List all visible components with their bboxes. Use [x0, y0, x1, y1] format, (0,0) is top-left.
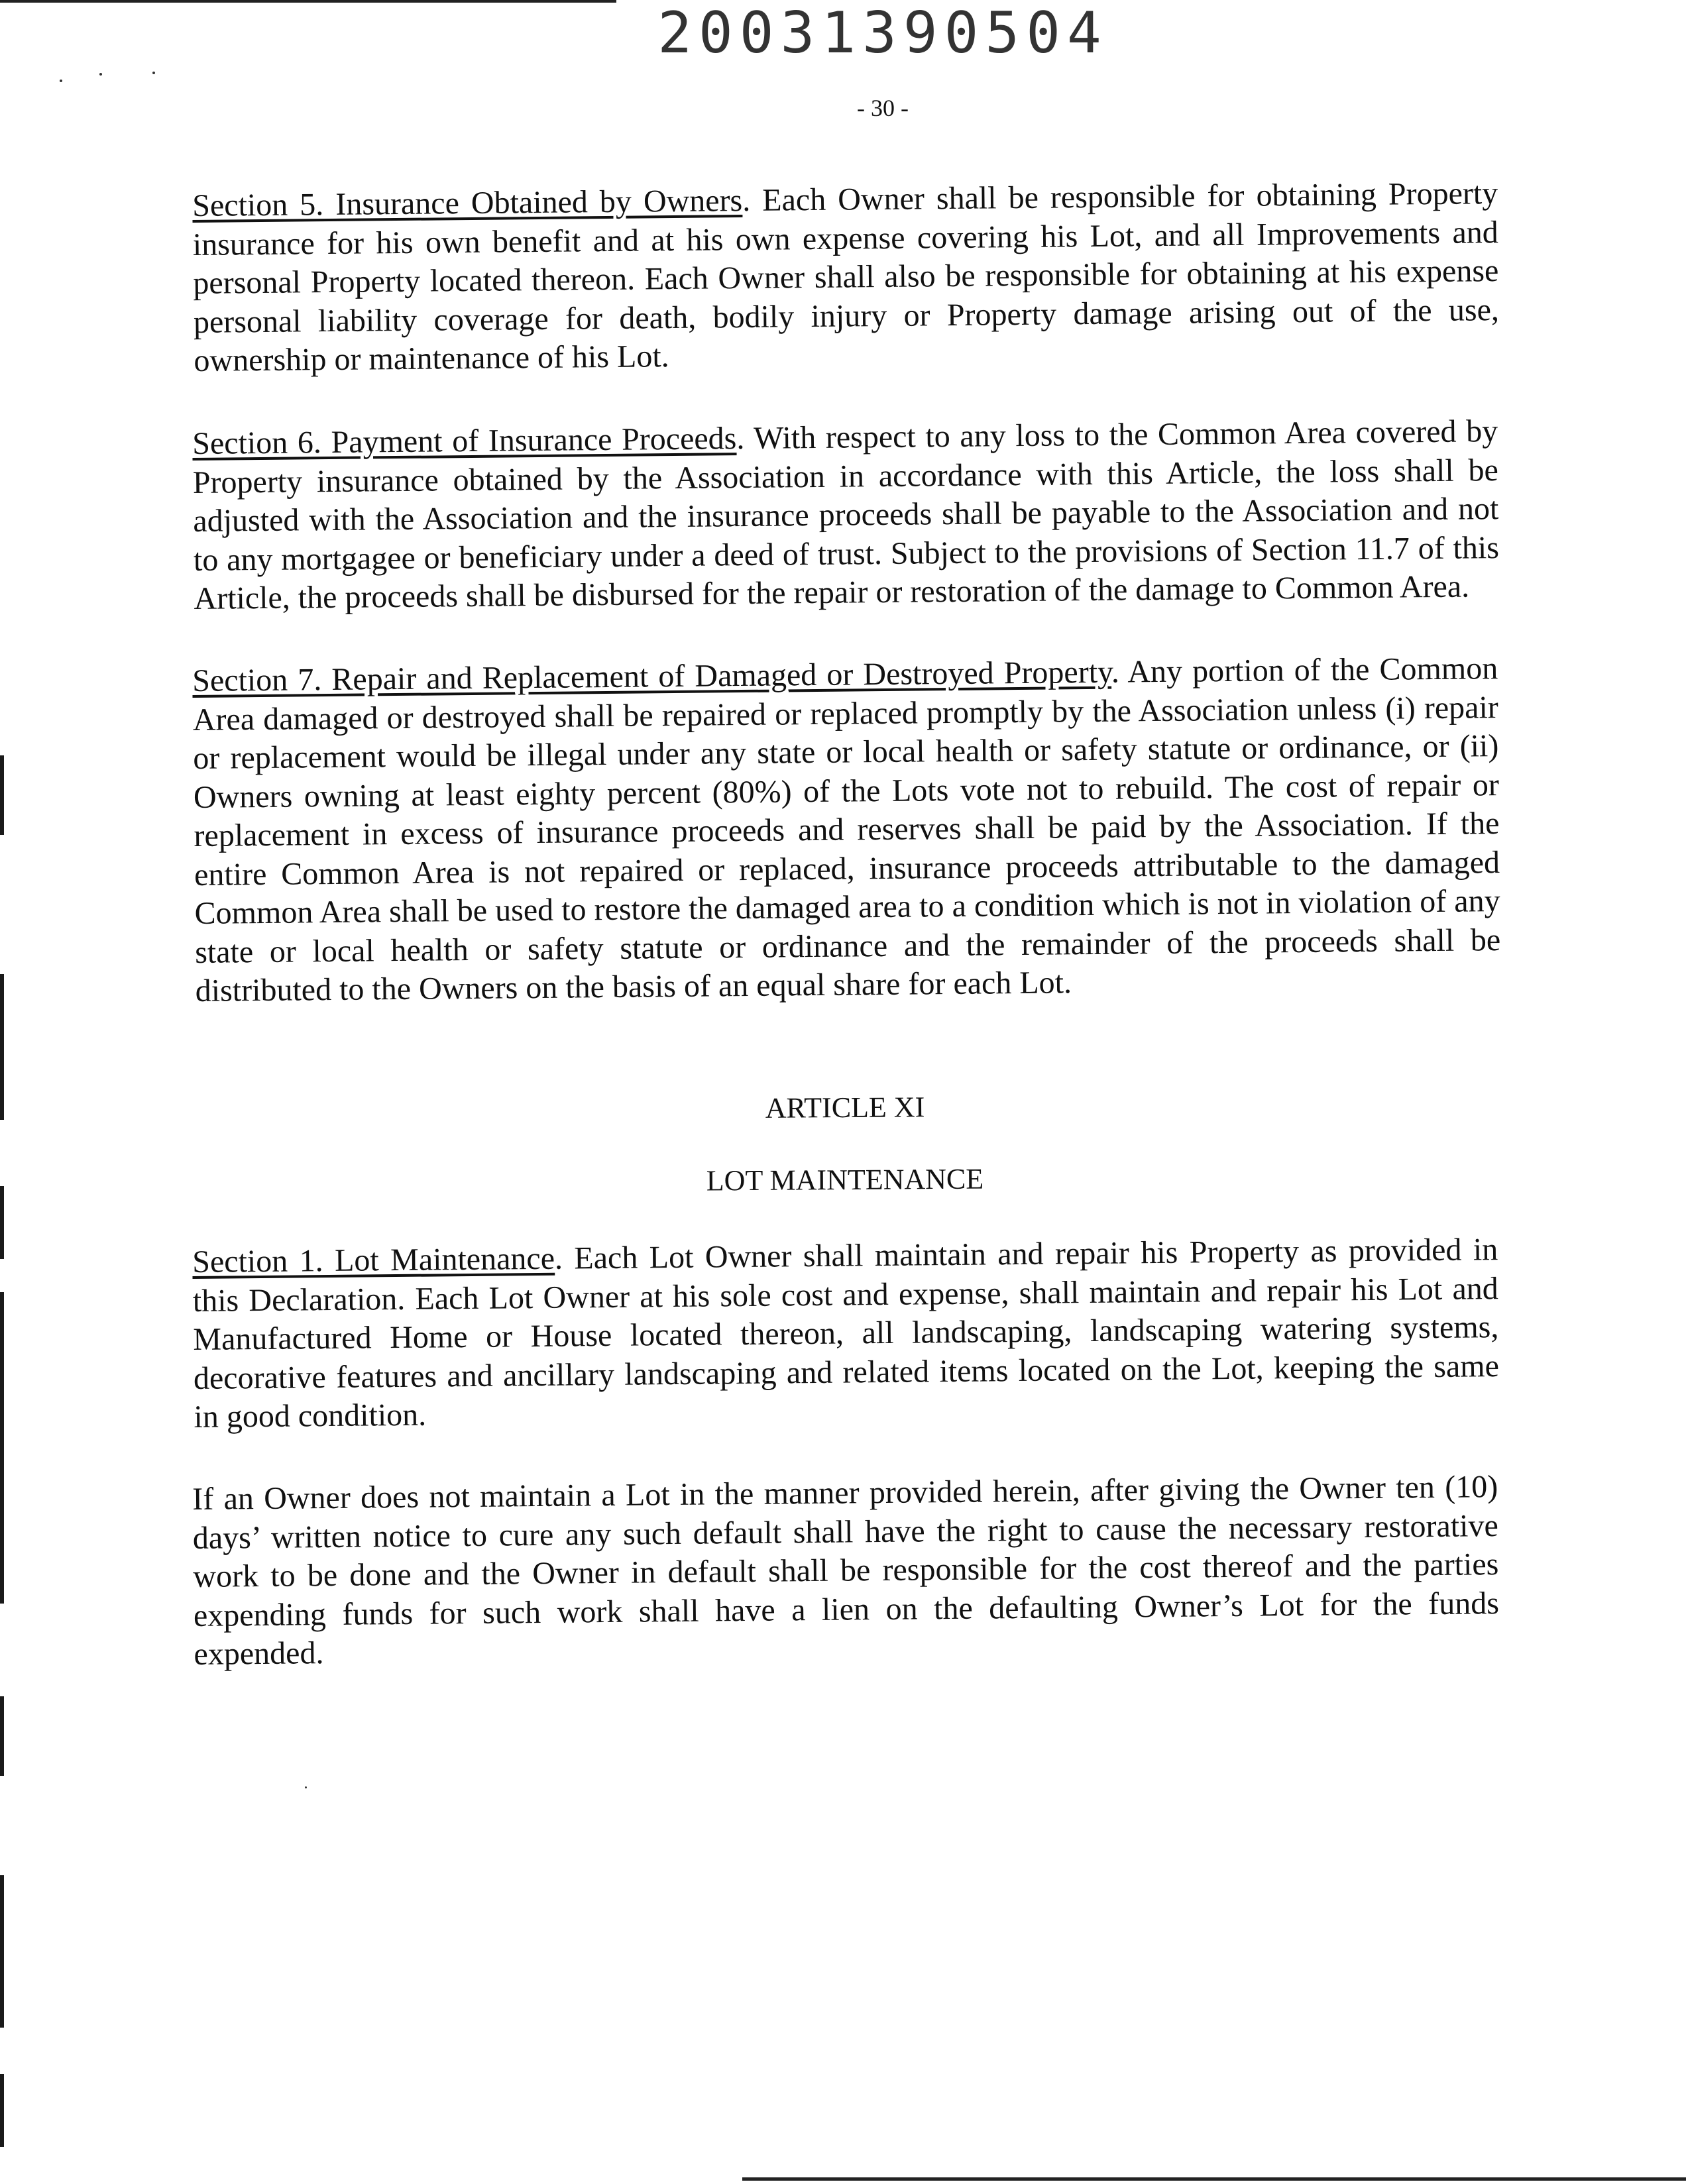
scan-edge-mark [0, 755, 4, 835]
scan-edge-mark [0, 1292, 4, 1604]
section-text: . Each Owner shall be responsible for obtaining Property insurance for his own benefit and at his own expense covering his Lot, and all Improvements and personal Property located thereon. Each Owner shall also be responsible for obtaining at his expense personal liability coverage for death, bodily injury or Property damage arising out of the use, ownership or maintenance of his Lot. [192, 176, 1500, 378]
section-paragraph [192, 412, 1500, 618]
section-title: Section 7. Repair and Replacement of Damaged or Destroyed Property [192, 654, 1112, 698]
document-number: 20031390504 [657, 0, 1108, 66]
section-paragraph [192, 649, 1501, 1010]
section-text: . Each Lot Owner shall maintain and repair his Property as provided in this Declaration. Each Lot Owner at his sole cost and expense, shall maintain and repair his Lot and Manufactured Home or House located thereon, all landscaping, landscaping watering systems, decorative features and ancillary landscaping and related items located on the Lot, keeping the same in good condition. [192, 1231, 1500, 1435]
article-title: LOT MAINTENANCE [706, 1162, 984, 1197]
section-text: If an Owner does not maintain a Lot in the manner provided herein, after giving the Owner ten (10) days’ written notice to cure any such default shall have the right to cause the necessary restorative work to be done and the Owner in default shall be responsible for the cost thereof and the parties expending funds for such work shall have a lien on the defaulting Owner’s Lot for the funds expended. [192, 1469, 1500, 1672]
scan-edge-mark [0, 974, 4, 1120]
scan-edge-mark [0, 1186, 4, 1259]
scan-speck [60, 80, 62, 82]
scan-edge-mark [0, 1875, 4, 2028]
scan-edge-mark [0, 2074, 4, 2147]
scan-edge-mark [0, 1696, 4, 1776]
scan-speck [152, 72, 155, 74]
scan-edge-bottom [742, 2177, 1686, 2181]
scan-speck [305, 1786, 307, 1788]
section-paragraph [192, 1230, 1500, 1437]
document-body [192, 176, 1501, 1718]
section-title: Section 6. Payment of Insurance Proceeds [192, 420, 737, 461]
section-paragraph [192, 174, 1500, 380]
page-number: - 30 - [857, 95, 909, 121]
section-text: . Any portion of the Common Area damaged or destroyed shall be repaired or replaced promptly by the Association unless (i) repair or replacement would be illegal under any state or local health or safety statute or ordinance, or (ii) Owners owning at least eighty percent (80%) of the Lots vote not to rebuild. The cost of repair or replacement in excess of insurance proceeds and reserves shall be paid by the Association. If the entire Common Area is not repaired or replaced, insurance proceeds attributable to the damaged Common Area shall be used to restore the damaged area to a condition which is not in violation of any state or local health or safety statute or ordinance and the remainder of the proceeds shall be distributed to the Owners on the basis of an equal share for each Lot. [192, 651, 1501, 1009]
section-title: Section 5. Insurance Obtained by Owners [192, 183, 743, 223]
section-title: Section 1. Lot Maintenance [192, 1240, 555, 1280]
article-number: ARTICLE XI [765, 1090, 925, 1124]
section-text: . With respect to any loss to the Common Area covered by Property insurance obtained by the Association in accordance with this Article, the loss shall be adjusted with the Association and the insurance proceeds shall be payable to the Association and not to any mortgagee or beneficiary under a deed of trust. Subject to the provisions of Section 11.7 of this Article, the proceeds shall be disbursed for the repair or restoration of the damage to Common Area. [192, 413, 1500, 616]
section-paragraph [192, 1468, 1500, 1674]
scan-speck [99, 73, 102, 76]
